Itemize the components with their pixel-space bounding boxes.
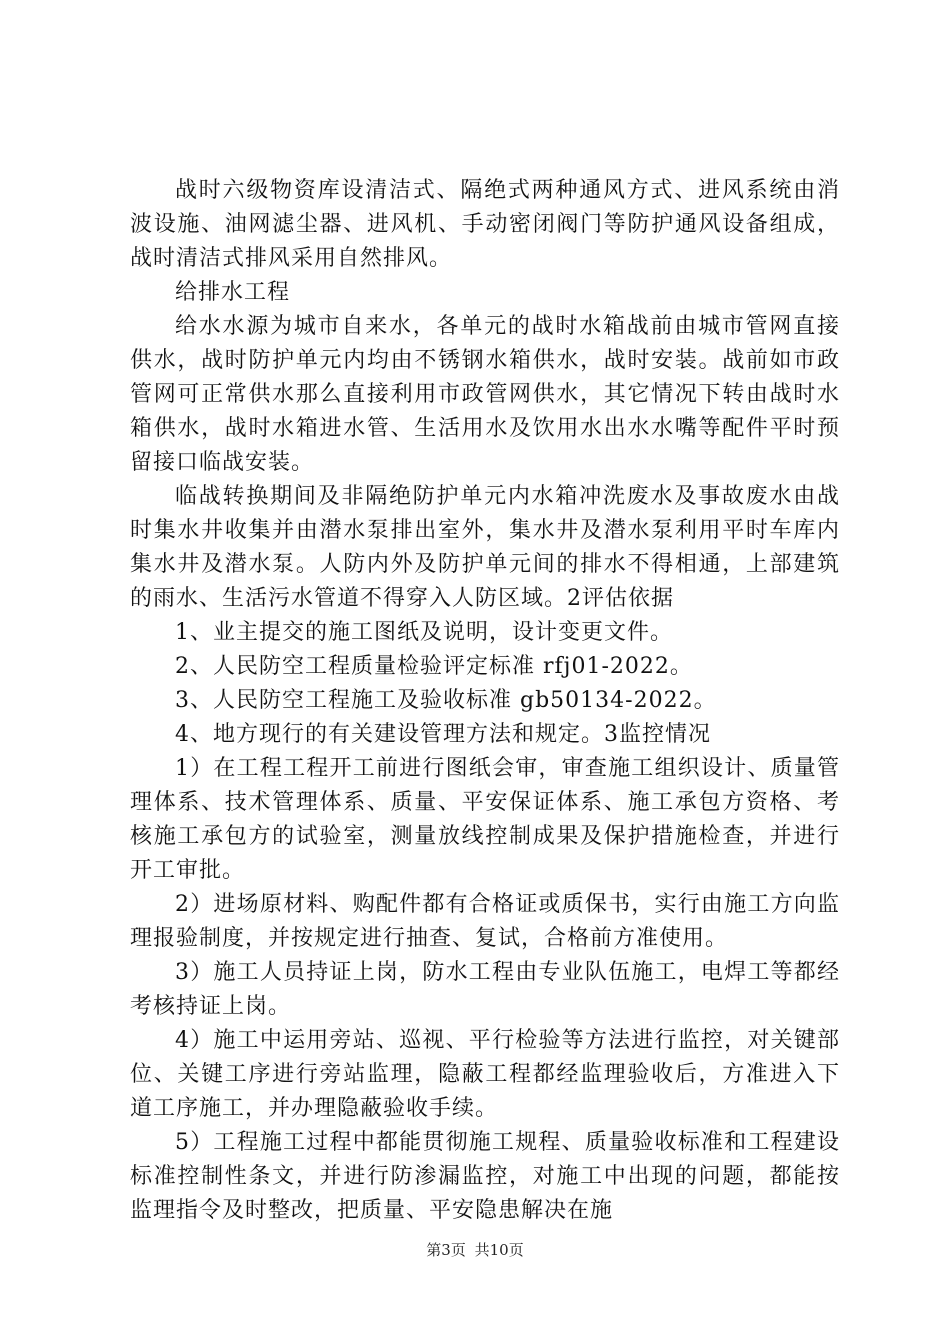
paragraph-drainage: 临战转换期间及非隔绝防护单元内水箱冲洗废水及事故废水由战时集水井收集并由潜水泵排出室外，集水井及潜水泵利用平时车库内集水井及潜水泵。人防内外及防护单元间的排水不得相通，上部建筑的雨水、生活污水管道不得穿入人防区域。2评估依据 <box>130 484 840 611</box>
document-body <box>130 174 840 1228</box>
page-footer <box>0 1240 950 1260</box>
list-item-control-2: 2）进场原材料、购配件都有合格证或质保书，实行由施工方向监理报验制度，并按规定进行抽查、复试，合格前方准使用。 <box>130 892 840 951</box>
paragraph-ventilation: 战时六级物资库设清洁式、隔绝式两种通风方式、进风系统由消波设施、油网滤尘器、进风机、手动密闭阀门等防护通风设备组成，战时清洁式排风采用自然排风。 <box>130 178 840 271</box>
page-number: 第3页 <box>426 1241 466 1259</box>
list-item-control-3: 3）施工人员持证上岗，防水工程由专业队伍施工，电焊工等都经考核持证上岗。 <box>130 960 840 1019</box>
list-item-basis-1: 1、业主提交的施工图纸及说明，设计变更文件。 <box>175 620 673 645</box>
list-item-control-5: 5）工程施工过程中都能贯彻施工规程、质量验收标准和工程建设标准控制性条文，并进行防渗漏监控，对施工中出现的问题，都能按监理指令及时整改，把质量、平安隐患解决在施 <box>130 1130 840 1223</box>
heading-water-supply: 给排水工程 <box>175 280 291 305</box>
list-item-basis-3: 3、人民防空工程施工及验收标准 gb50134-2022。 <box>175 688 717 713</box>
list-item-control-4: 4）施工中运用旁站、巡视、平行检验等方法进行监控，对关键部位、关键工序进行旁站监理，隐蔽工程都经监理验收后，方准进入下道工序施工，并办理隐蔽验收手续。 <box>130 1028 840 1121</box>
paragraph-water-source: 给水水源为城市自来水，各单元的战时水箱战前由城市管网直接供水，战时防护单元内均由不锈钢水箱供水，战时安装。战前如市政管网可正常供水那么直接利用市政管网供水，其它情况下转由战时水箱供水，战时水箱进水管、生活用水及饮用水出水水嘴等配件平时预留接口临战安装。 <box>130 314 840 475</box>
list-item-basis-2: 2、人民防空工程质量检验评定标准 rfj01-2022。 <box>175 654 693 679</box>
page-total: 共10页 <box>474 1241 524 1259</box>
list-item-control-1: 1）在工程工程开工前进行图纸会审，审查施工组织设计、质量管理体系、技术管理体系、质量、平安保证体系、施工承包方资格、考核施工承包方的试验室，测量放线控制成果及保护措施检查，并进行开工审批。 <box>130 756 840 883</box>
list-item-basis-4: 4、地方现行的有关建设管理方法和规定。3监控情况 <box>175 722 711 747</box>
